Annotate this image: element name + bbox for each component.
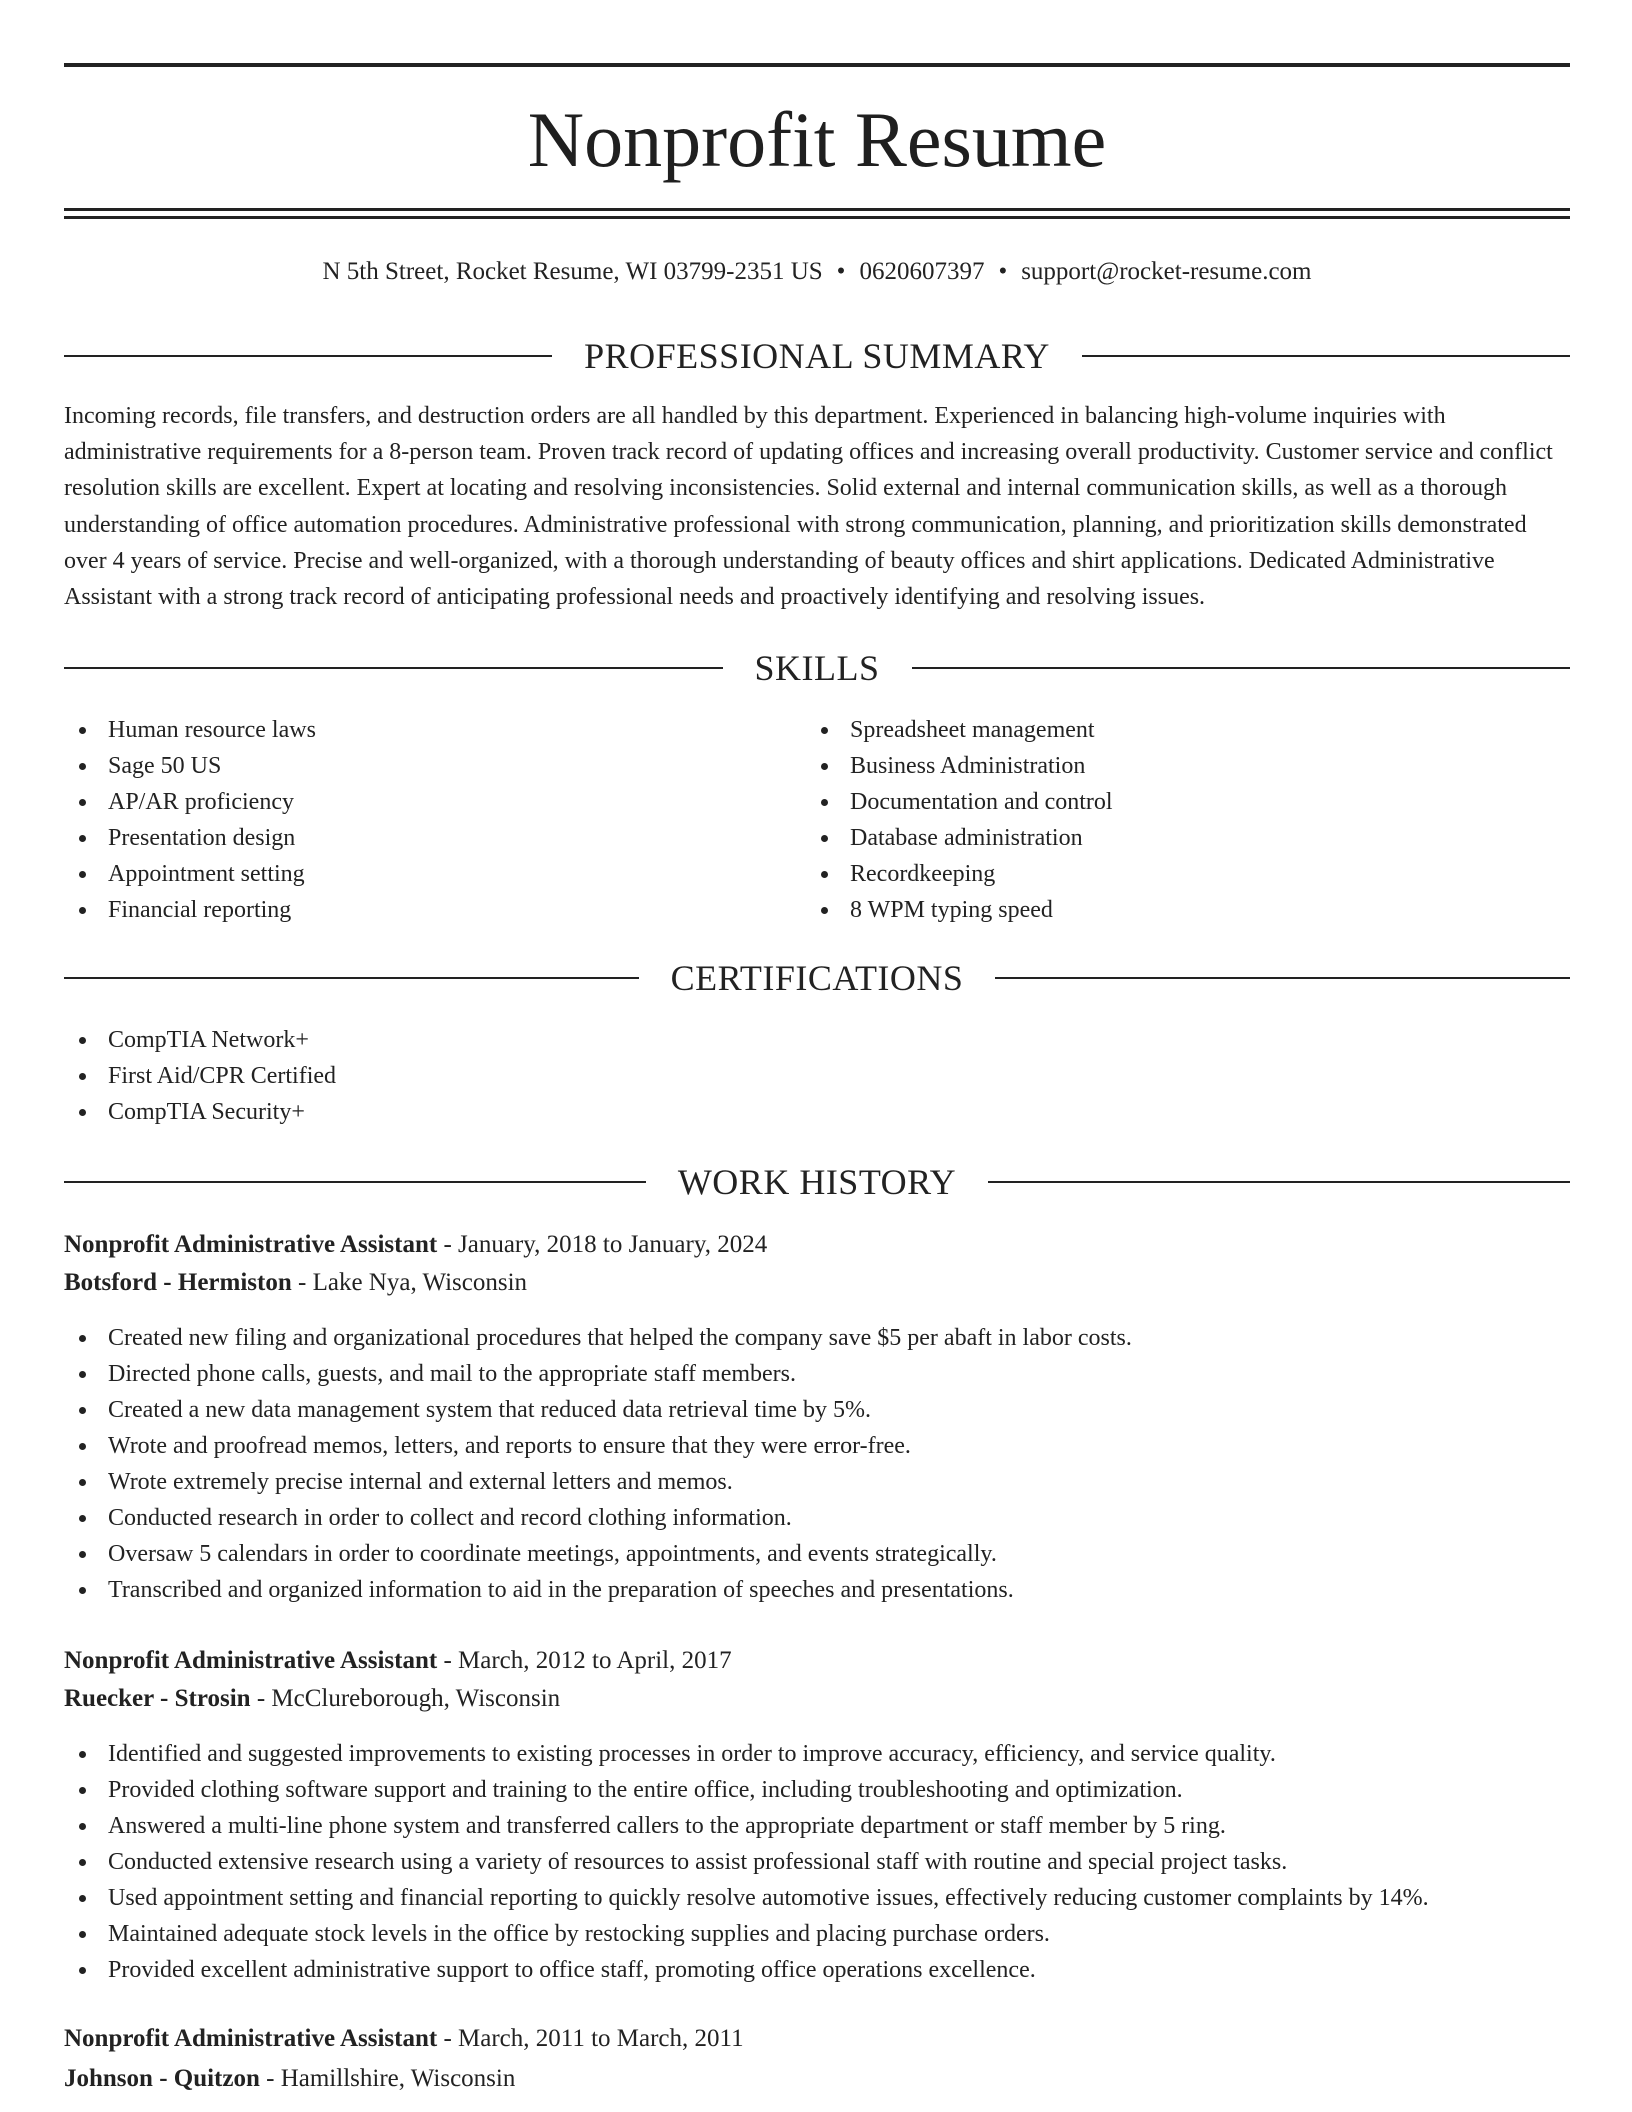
section-title: PROFESSIONAL SUMMARY: [584, 336, 1050, 376]
certification-item: CompTIA Network+: [64, 1022, 1570, 1058]
divider: [64, 1181, 646, 1183]
divider: [64, 355, 552, 357]
skill-item: Sage 50 US: [64, 748, 804, 784]
skills-list-left: [64, 712, 804, 928]
job-bullet: Conducted research in order to collect and record clothing information.: [64, 1500, 1570, 1536]
job-title: Nonprofit Administrative Assistant: [64, 1647, 438, 1674]
skill-item: Recordkeeping: [806, 856, 1546, 892]
certification-item: CompTIA Security+: [64, 1094, 1570, 1130]
job-dates: - March, 2012 to April, 2017: [437, 1647, 732, 1674]
contact-phone: 0620607397: [859, 258, 985, 285]
job-title-line: [64, 1642, 1570, 1680]
job-bullet: Provided excellent administrative support to office staff, promoting office operations excellence.: [64, 1952, 1570, 1988]
section-title: SKILLS: [754, 648, 880, 688]
resume-title: Nonprofit Resume: [527, 96, 1107, 183]
job-dates: - January, 2018 to January, 2024: [437, 1231, 768, 1258]
skill-item: Spreadsheet management: [806, 712, 1546, 748]
divider: [1082, 355, 1570, 357]
skill-item: Financial reporting: [64, 892, 804, 928]
contact-address: N 5th Street, Rocket Resume, WI 03799-2351 US: [322, 258, 823, 285]
summary-text: Incoming records, file transfers, and destruction orders are all handled by this department. Experienced in balancing high-volume inquiries with administrative requirements for a 8-person team. Proven track record of updating offices and increasing overall productivity. Customer service and conflict resolution skills are excellent. Expert at locating and resolving inconsistencies. Solid external and internal communication skills, as well as a thorough understanding of office automation procedures. Administrative professional with strong communication, planning, and prioritization skills demonstrated over 4 years of service. Precise and well-organized, with a thorough understanding of beauty offices and shirt applications. Dedicated Administrative Assistant with a strong track record of anticipating professional needs and proactively identifying and resolving issues.: [64, 403, 1553, 611]
job-title: Nonprofit Administrative Assistant: [64, 2025, 438, 2052]
divider: [64, 667, 723, 669]
skill-item: Human resource laws: [64, 712, 804, 748]
job-employer: Johnson - Quitzon: [64, 2065, 260, 2092]
job-title-line: [64, 1226, 1570, 1264]
job-title: Nonprofit Administrative Assistant: [64, 1231, 438, 1258]
skill-item: Documentation and control: [806, 784, 1546, 820]
job-bullet: Conducted extensive research using a variety of resources to assist professional staff with routine and special project tasks.: [64, 1844, 1570, 1880]
skill-item: Presentation design: [64, 820, 804, 856]
section-heading-work-history: [64, 1160, 1570, 1204]
job-bullets: [64, 1320, 1570, 1608]
job-bullet: Oversaw 5 calendars in order to coordinate meetings, appointments, and events strategically.: [64, 1536, 1570, 1572]
job-bullets: [64, 1736, 1570, 1988]
job-bullet: Wrote and proofread memos, letters, and reports to ensure that they were error-free.: [64, 1428, 1570, 1464]
skill-item: AP/AR proficiency: [64, 784, 804, 820]
job-bullet: Maintained adequate stock levels in the office by restocking supplies and placing purchase orders.: [64, 1916, 1570, 1952]
divider: [995, 977, 1570, 979]
job-bullet: Used appointment setting and financial reporting to quickly resolve automotive issues, effectively reducing customer complaints by 14%.: [64, 1880, 1570, 1916]
skill-item: Appointment setting: [64, 856, 804, 892]
job-employer-line: [64, 1680, 1570, 1718]
divider: [912, 667, 1571, 669]
section-heading-summary: [64, 334, 1570, 378]
header-double-rule-upper: [64, 208, 1570, 211]
job-employer: Ruecker - Strosin: [64, 1685, 251, 1712]
contact-separator: •: [998, 258, 1008, 285]
job-bullet: Created a new data management system that reduced data retrieval time by 5%.: [64, 1392, 1570, 1428]
contact-separator: •: [836, 258, 846, 285]
job-location: - Lake Nya, Wisconsin: [291, 1269, 528, 1296]
contact-email: support@rocket-resume.com: [1021, 258, 1312, 285]
skill-item: Database administration: [806, 820, 1546, 856]
divider: [988, 1181, 1570, 1183]
skill-item: Business Administration: [806, 748, 1546, 784]
section-heading-certifications: [64, 956, 1570, 1000]
job-bullet: Transcribed and organized information to aid in the preparation of speeches and presentations.: [64, 1572, 1570, 1608]
job-location: - Hamillshire, Wisconsin: [259, 2065, 516, 2092]
job-location: - McClureborough, Wisconsin: [250, 1685, 561, 1712]
job-bullet: Directed phone calls, guests, and mail to the appropriate staff members.: [64, 1356, 1570, 1392]
job-bullet: Provided clothing software support and training to the entire office, including troubleshooting and optimization.: [64, 1772, 1570, 1808]
job-bullet: Identified and suggested improvements to existing processes in order to improve accuracy, efficiency, and service quality.: [64, 1736, 1570, 1772]
contact-line: [64, 254, 1570, 290]
job-bullet: Wrote extremely precise internal and external letters and memos.: [64, 1464, 1570, 1500]
skill-item: 8 WPM typing speed: [806, 892, 1546, 928]
job-bullet: Created new filing and organizational procedures that helped the company save $5 per abaft in labor costs.: [64, 1320, 1570, 1356]
job-employer-line: [64, 2060, 1570, 2098]
certifications-list: [64, 1022, 1570, 1130]
section-title: CERTIFICATIONS: [670, 958, 964, 998]
job-title-line: [64, 2020, 1570, 2058]
job-bullet: Answered a multi-line phone system and transferred callers to the appropriate department or staff member by 5 ring.: [64, 1808, 1570, 1844]
job-employer: Botsford - Hermiston: [64, 1269, 292, 1296]
section-title: WORK HISTORY: [677, 1162, 957, 1202]
job-employer-line: [64, 1264, 1570, 1302]
certification-item: First Aid/CPR Certified: [64, 1058, 1570, 1094]
header-top-rule: [64, 63, 1570, 67]
section-heading-skills: [64, 646, 1570, 690]
job-dates: - March, 2011 to March, 2011: [437, 2025, 744, 2052]
divider: [64, 977, 639, 979]
header-double-rule-lower: [64, 216, 1570, 219]
skills-list-right: [806, 712, 1546, 928]
